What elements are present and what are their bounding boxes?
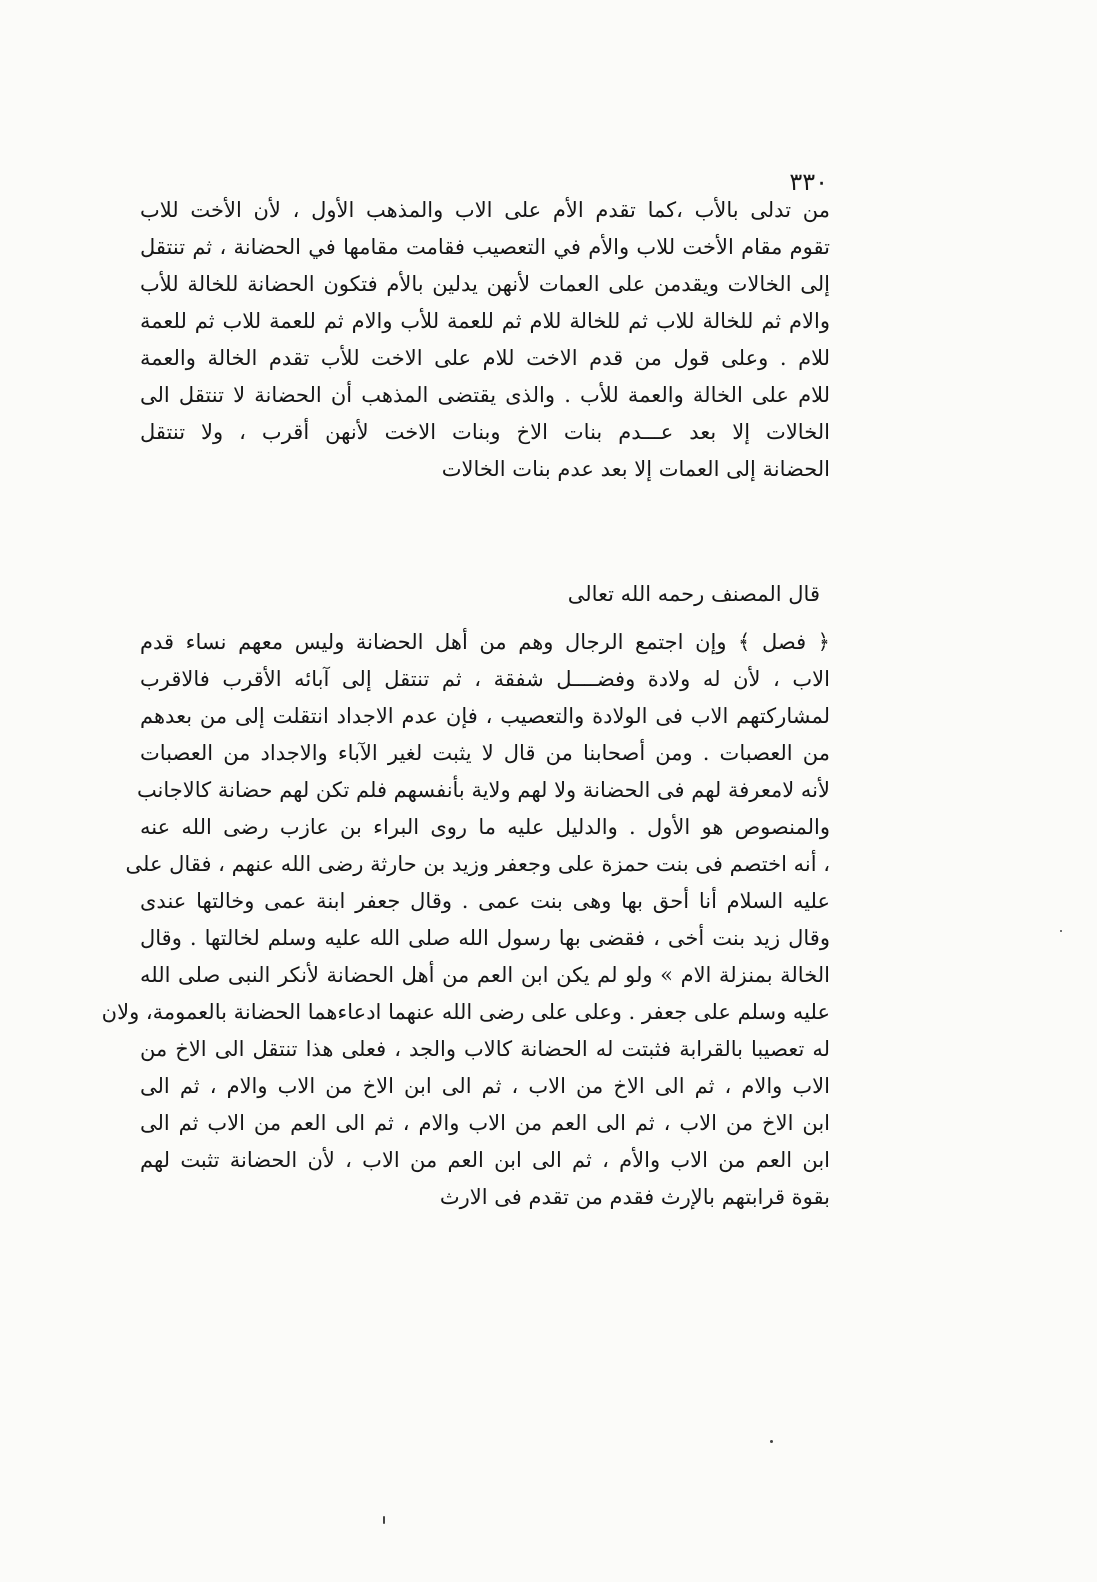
text-line: إلى الخالات ويقدمن على العمات لأنهن يدلين بالأم فتكون الحضانة للخالة للأب <box>140 272 830 296</box>
text-line: ﴿ فصل ﴾ وإن اجتمع الرجال وهم من أهل الحضانة وليس معهم نساء قدم <box>140 630 830 654</box>
text-line: الحضانة إلى العمات إلا بعد عدم بنات الخالات <box>441 457 830 481</box>
text-line: لمشاركتهم الاب فى الولادة والتعصيب ، فإن عدم الاجداد انتقلت إلى من بعدهم <box>140 704 830 728</box>
text-line: بقوة قرابتهم بالإرث فقدم من تقدم فى الارث <box>439 1185 830 1209</box>
page-number: ٣٣٠ <box>789 168 828 196</box>
text-line: الاب ، لأن له ولادة وفضــــل شفقة ، ثم تنتقل إلى آبائه الأقرب فالاقرب <box>140 667 830 691</box>
text-line: للام على الخالة والعمة للأب . والذى يقتضى المذهب أن الحضانة لا تنتقل الى <box>140 383 830 407</box>
text-line: ابن العم من الاب والأم ، ثم الى ابن العم من الاب ، لأن الحضانة تثبت لهم <box>140 1148 830 1172</box>
text-line: وقال زيد بنت أخى ، فقضى بها رسول الله صلى الله عليه وسلم لخالتها . وقال <box>140 926 830 950</box>
text-line: الاب والام ، ثم الى الاخ من الاب ، ثم الى ابن الاخ من الاب والام ، ثم الى <box>140 1074 830 1098</box>
paragraph-1 <box>140 192 830 488</box>
paragraph-2 <box>101 624 830 1216</box>
scan-speck <box>383 1516 385 1524</box>
text-line: والام ثم للخالة للاب ثم للخالة للام ثم للعمة للأب والام ثم للعمة للاب ثم للعمة <box>140 309 830 333</box>
text-line: والمنصوص هو الأول . والدليل عليه ما روى البراء بن عازب رضى الله عنه <box>140 815 830 839</box>
text-line: عليه وسلم على جعفر . وعلى على رضى الله عنهما ادعاءهما الحضانة بالعمومة، ولان <box>101 1000 830 1024</box>
text-line: ابن الاخ من الاب ، ثم الى العم من الاب والام ، ثم الى العم من الاب ثم الى <box>140 1111 830 1135</box>
scan-speck <box>1060 930 1062 932</box>
text-line: من العصبات . ومن أصحابنا من قال لا يثبت لغير الآباء والاجداد من العصبات <box>140 741 830 765</box>
text-line: للام . وعلى قول من قدم الاخت للام على الاخت للأب تقدم الخالة والعمة <box>140 346 830 370</box>
text-line: الخالة بمنزلة الام » ولو لم يكن ابن العم من أهل الحضانة لأنكر النبى صلى الله <box>140 963 830 987</box>
section-heading: قال المصنف رحمه الله تعالى <box>567 582 820 606</box>
text-line: ، أنه اختصم فى بنت حمزة على وجعفر وزيد بن حارثة رضى الله عنهم ، فقال على <box>125 852 830 876</box>
text-line: عليه السلام أنا أحق بها وهى بنت عمى . وقال جعفر ابنة عمى وخالتها عندى <box>140 889 830 913</box>
text-line: من تدلى بالأب ،كما تقدم الأم على الاب والمذهب الأول ، لأن الأخت للاب <box>140 198 830 222</box>
scan-speck <box>770 1440 773 1443</box>
text-line: تقوم مقام الأخت للاب والأم في التعصيب فقامت مقامها في الحضانة ، ثم تنتقل <box>140 235 830 259</box>
text-line: لأنه لامعرفة لهم فى الحضانة ولا لهم ولاية بأنفسهم فلم تكن لهم حضانة كالاجانب <box>136 778 830 802</box>
text-line: الخالات إلا بعد عـــدم بنات الاخ وبنات الاخت لأنهن أقرب ، ولا تنتقل <box>140 420 830 444</box>
text-line: له تعصيبا بالقرابة فثبتت له الحضانة كالاب والجد ، فعلى هذا تنتقل الى الاخ من <box>140 1037 830 1061</box>
